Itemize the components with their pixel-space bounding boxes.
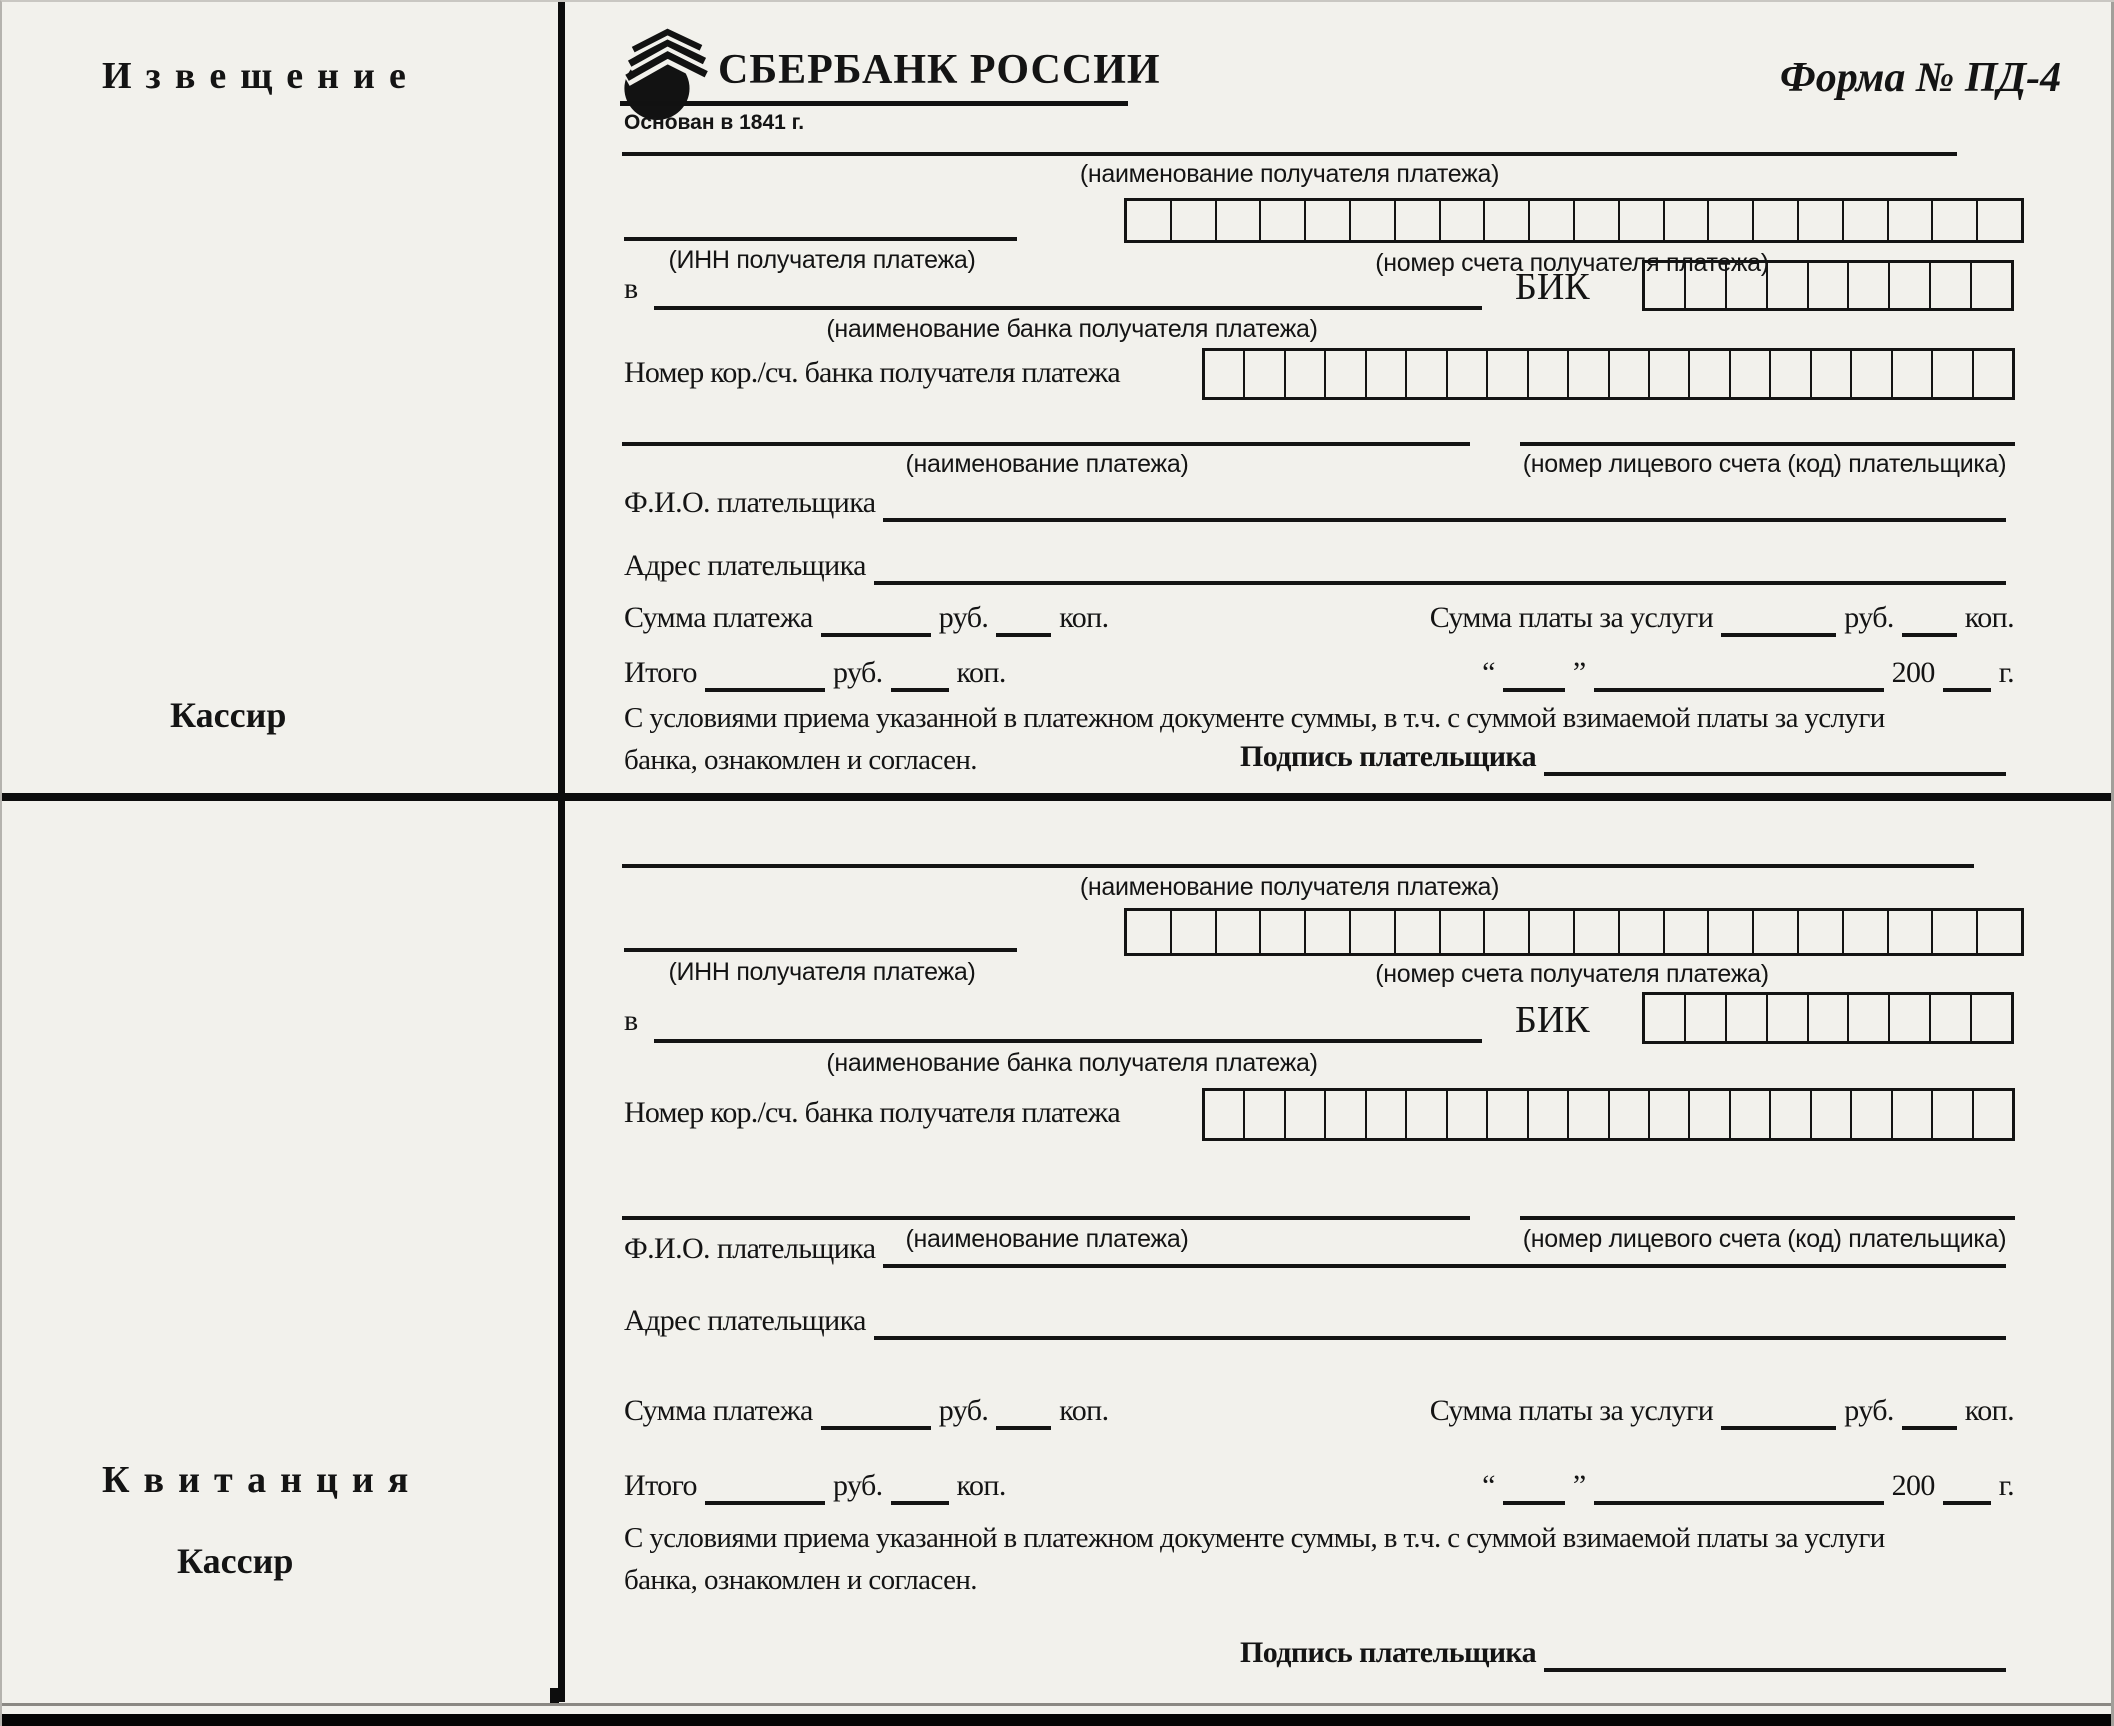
sums-row	[624, 1392, 2014, 1430]
payment-sum-rub-blank[interactable]	[821, 1392, 931, 1430]
horizontal-divider	[2, 793, 2114, 801]
kop-label: коп.	[956, 1469, 1006, 1502]
address-label: Адрес плательщика	[624, 1304, 866, 1337]
bik-label: БИК	[1515, 999, 1590, 1041]
total-label: Итого	[624, 656, 697, 689]
kop-label: коп.	[1964, 1394, 2014, 1427]
total-kop-blank[interactable]	[891, 1467, 949, 1505]
payment-sum-kop-blank[interactable]	[996, 599, 1051, 637]
payment-name-blank[interactable]	[622, 442, 1470, 446]
address-row	[624, 1302, 2014, 1340]
terms-line2: банка, ознакомлен и согласен.	[624, 744, 977, 776]
account-hint: (номер счета получателя платежа)	[1375, 249, 1769, 277]
payment-sum-label: Сумма платежа	[624, 1394, 813, 1427]
account-number-grid[interactable]	[1124, 198, 2024, 243]
bank-name-blank[interactable]	[654, 1039, 1482, 1043]
rub-label: руб.	[832, 656, 883, 689]
total-row	[624, 1467, 2014, 1505]
rub-label: руб.	[938, 1394, 989, 1427]
signature-row	[1240, 738, 2014, 776]
corr-account-grid[interactable]	[1202, 348, 2015, 400]
corr-account-label: Номер кор./сч. банка получателя платежа	[624, 356, 1120, 389]
bank-header-rule	[620, 101, 1128, 106]
total-kop-blank[interactable]	[891, 654, 949, 692]
bik-label: БИК	[1515, 266, 1590, 308]
terms-line1: С условиями приема указанной в платежном документе суммы, в т.ч. с суммой взимаемой платы за услуги	[624, 702, 1885, 734]
date-year-suffix: г.	[1998, 1469, 2014, 1502]
service-sum-rub-blank[interactable]	[1721, 1392, 1836, 1430]
date-century: 200	[1891, 656, 1935, 689]
sums-row	[624, 599, 2014, 637]
receipt-title: Квитанция	[102, 1459, 423, 1501]
bank-name-hint: (наименование банка получателя платежа)	[826, 1049, 1318, 1077]
signature-label: Подпись плательщика	[1240, 740, 1537, 773]
rub-label: руб.	[1844, 601, 1894, 634]
date-quote-close: ”	[1572, 1469, 1586, 1502]
bik-grid[interactable]	[1642, 260, 2014, 311]
account-number-grid[interactable]	[1124, 908, 2024, 956]
payment-sum-rub-blank[interactable]	[821, 599, 931, 637]
total-label: Итого	[624, 1469, 697, 1502]
payee-name-hint: (наименование получателя платежа)	[1079, 873, 1500, 901]
inn-hint: (ИНН получателя платежа)	[668, 958, 976, 986]
bik-grid[interactable]	[1642, 992, 2014, 1044]
date-quote-open: “	[1482, 1469, 1495, 1502]
bottom-thin-rule	[2, 1703, 2114, 1706]
address-blank[interactable]	[874, 547, 2006, 585]
total-rub-blank[interactable]	[705, 654, 825, 692]
rub-label: руб.	[938, 601, 989, 634]
receipt-cashier-label: Кассир	[177, 1541, 294, 1581]
account-hint: (номер счета получателя платежа)	[1375, 960, 1769, 988]
payee-name-blank[interactable]	[622, 152, 1957, 156]
fio-row	[624, 1230, 2014, 1268]
notice-title: Извещение	[102, 55, 420, 97]
fio-row	[624, 484, 2014, 522]
date-day-blank[interactable]	[1503, 1467, 1565, 1505]
fio-label: Ф.И.О. плательщика	[624, 1232, 876, 1265]
bank-name-blank[interactable]	[654, 306, 1482, 310]
date-year-blank[interactable]	[1943, 654, 1991, 692]
payer-code-hint: (номер лицевого счета (код) плательщика)	[1522, 1225, 2007, 1253]
payment-name-blank[interactable]	[622, 1216, 1470, 1220]
date-quote-close: ”	[1572, 656, 1586, 689]
date-month-blank[interactable]	[1594, 654, 1884, 692]
service-sum-kop-blank[interactable]	[1902, 1392, 1957, 1430]
address-label: Адрес плательщика	[624, 549, 866, 582]
service-sum-rub-blank[interactable]	[1721, 599, 1836, 637]
bank-name: СБЕРБАНК РОССИИ	[718, 47, 1161, 93]
in-prefix: в	[624, 1004, 638, 1037]
date-century: 200	[1891, 1469, 1935, 1502]
total-row	[624, 654, 2014, 692]
bank-name-hint: (наименование банка получателя платежа)	[826, 315, 1318, 343]
fio-label: Ф.И.О. плательщика	[624, 486, 876, 519]
payer-code-hint: (номер лицевого счета (код) плательщика)	[1522, 450, 2007, 478]
payment-name-hint: (наименование платежа)	[905, 1225, 1189, 1253]
kop-label: коп.	[1059, 1394, 1109, 1427]
terms-line2: банка, ознакомлен и согласен.	[624, 1564, 977, 1596]
payer-code-blank[interactable]	[1520, 442, 2015, 446]
total-rub-blank[interactable]	[705, 1467, 825, 1505]
rub-label: руб.	[1844, 1394, 1894, 1427]
payee-name-blank[interactable]	[622, 864, 1974, 868]
date-month-blank[interactable]	[1594, 1467, 1884, 1505]
vertical-divider	[558, 2, 565, 1702]
terms-line1: С условиями приема указанной в платежном документе суммы, в т.ч. с суммой взимаемой платы за услуги	[624, 1522, 1885, 1554]
signature-row	[1240, 1634, 2014, 1672]
kop-label: коп.	[1059, 601, 1109, 634]
kop-label: коп.	[956, 656, 1006, 689]
payer-code-blank[interactable]	[1520, 1216, 2015, 1220]
service-sum-label: Сумма платы за услуги	[1429, 1394, 1714, 1427]
form-number: Форма № ПД-4	[1780, 55, 2062, 101]
payment-name-hint: (наименование платежа)	[905, 450, 1189, 478]
inn-blank[interactable]	[624, 948, 1017, 952]
signature-blank[interactable]	[1544, 1634, 2006, 1672]
sberbank-logo-icon	[620, 28, 708, 124]
payee-name-hint: (наименование получателя платежа)	[1079, 160, 1500, 188]
corr-account-grid[interactable]	[1202, 1088, 2015, 1141]
date-year-suffix: г.	[1998, 656, 2014, 689]
signature-blank[interactable]	[1544, 738, 2006, 776]
inn-blank[interactable]	[624, 237, 1017, 241]
address-blank[interactable]	[874, 1302, 2006, 1340]
corr-account-label: Номер кор./сч. банка получателя платежа	[624, 1096, 1120, 1129]
bank-founded: Основан в 1841 г.	[624, 111, 805, 134]
fio-blank[interactable]	[883, 484, 2006, 522]
bottom-scan-edge	[2, 1714, 2114, 1726]
rub-label: руб.	[832, 1469, 883, 1502]
date-day-blank[interactable]	[1503, 654, 1565, 692]
payment-sum-kop-blank[interactable]	[996, 1392, 1051, 1430]
service-sum-label: Сумма платы за услуги	[1429, 601, 1714, 634]
inn-hint: (ИНН получателя платежа)	[668, 246, 976, 274]
date-year-blank[interactable]	[1943, 1467, 1991, 1505]
kop-label: коп.	[1964, 601, 2014, 634]
fio-blank[interactable]	[883, 1230, 2006, 1268]
signature-label: Подпись плательщика	[1240, 1636, 1537, 1669]
date-quote-open: “	[1482, 656, 1495, 689]
address-row	[624, 547, 2014, 585]
service-sum-kop-blank[interactable]	[1902, 599, 1957, 637]
in-prefix: в	[624, 272, 638, 305]
payment-sum-label: Сумма платежа	[624, 601, 813, 634]
notice-cashier-label: Кассир	[170, 695, 287, 735]
